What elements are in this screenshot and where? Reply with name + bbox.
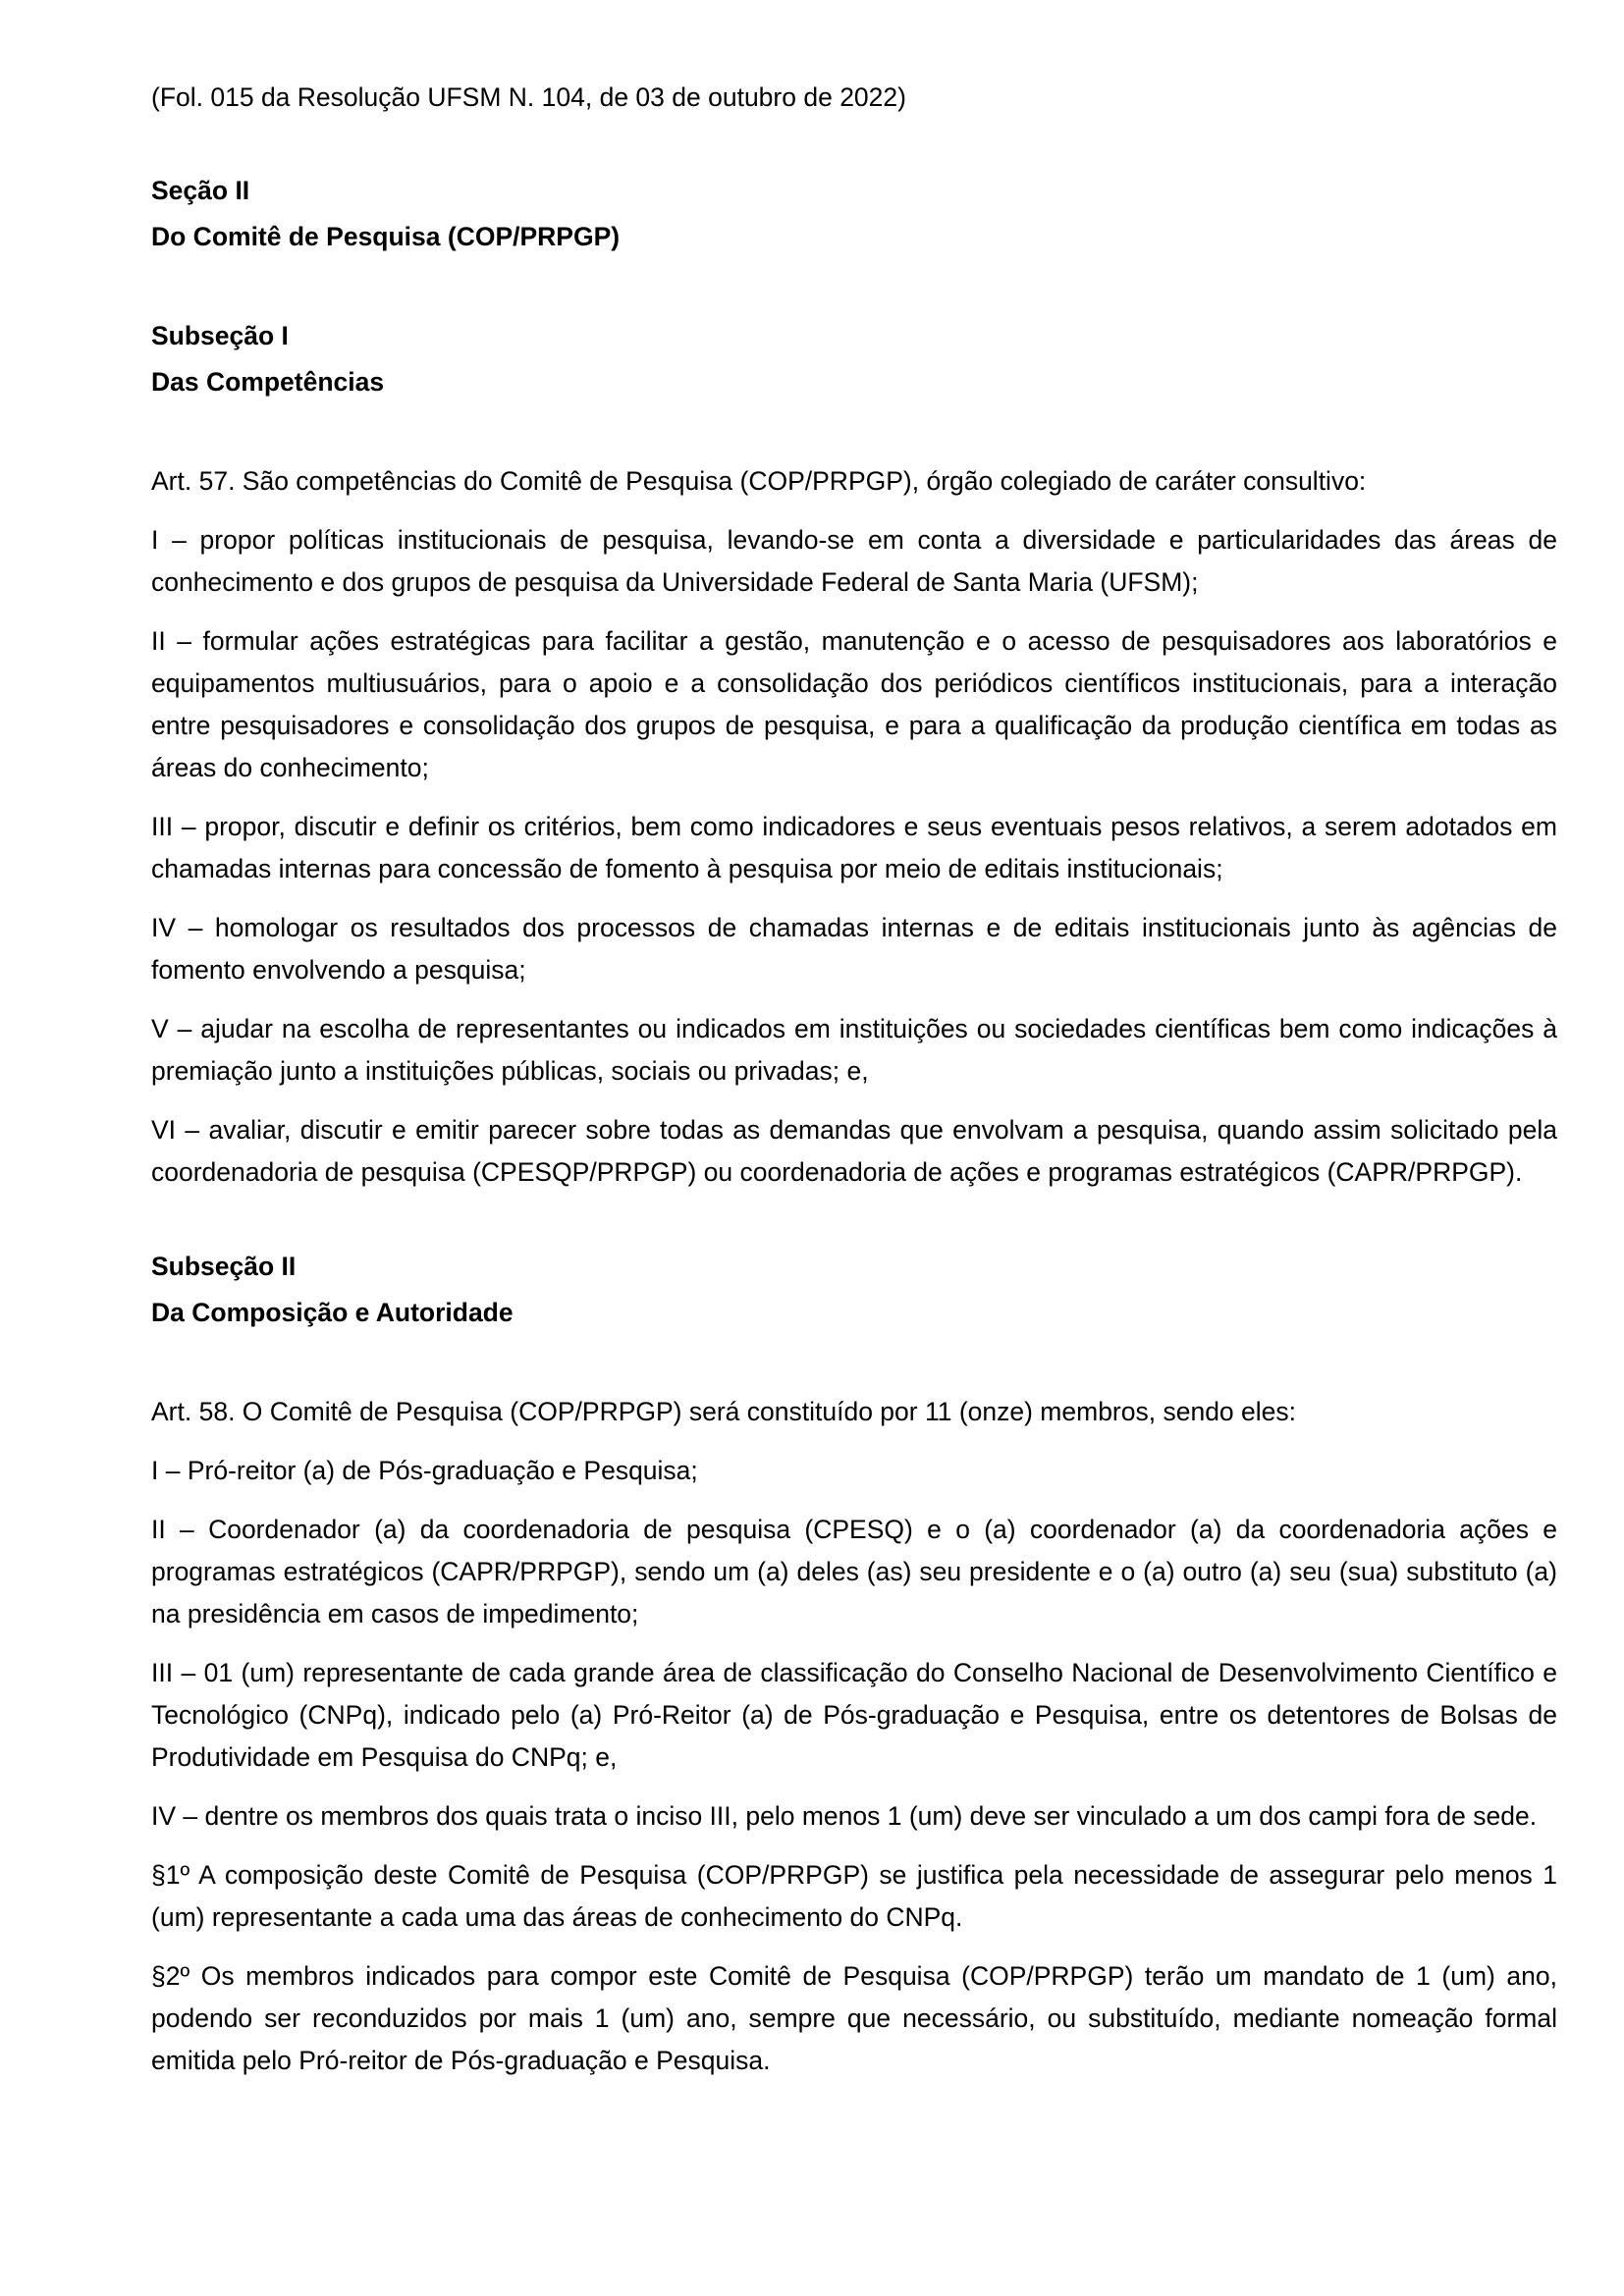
subsection2-label: Subseção II: [151, 1252, 297, 1281]
art57-item-4: IV – homologar os resultados dos processos de chamadas internas e de editais institucionais junto às agências de fomento envolvendo a pesquisa;: [151, 913, 1557, 985]
art58-item-1: I – Pró-reitor (a) de Pós-graduação e Pesquisa;: [151, 1456, 698, 1485]
art57-item-3: III – propor, discutir e definir os critérios, bem como indicadores e seus eventuais pesos relativos, a serem adotados em chamadas internas para concessão de fomento à pesquisa por meio de editais institucionais;: [151, 812, 1557, 883]
section-title: Do Comitê de Pesquisa (COP/PRPGP): [151, 222, 621, 251]
art57-caput: Art. 57. São competências do Comitê de Pesquisa (COP/PRPGP), órgão colegiado de caráter consultivo:: [151, 466, 1367, 496]
art57-item-5: V – ajudar na escolha de representantes ou indicados em instituições ou sociedades científicas bem como indicações à premiação junto a instituições públicas, sociais ou privadas; e,: [151, 1014, 1557, 1086]
art58-caput: Art. 58. O Comitê de Pesquisa (COP/PRPGP) será constituído por 11 (onze) membros, sendo eles:: [151, 1397, 1297, 1426]
section-label: Seção II: [151, 176, 250, 205]
subsection2-title: Da Composição e Autoridade: [151, 1298, 514, 1327]
art57-item-2: II – formular ações estratégicas para facilitar a gestão, manutenção e o acesso de pesquisadores aos laboratórios e equipamentos multiusuários, para o apoio e a consolidação dos periódicos científicos institucionais, para a interação entre pesquisadores e consolidação dos grupos de pesquisa, e para a qualificação da produção científica em todas as áreas do conhecimento;: [151, 626, 1557, 782]
art58-item-2: II – Coordenador (a) da coordenadoria de pesquisa (CPESQ) e o (a) coordenador (a) da coordenadoria ações e programas estratégicos (CAPR/PRPGP), sendo um (a) deles (as) seu presidente e o (a) outro (a) seu (sua) substituto (a) na presidência em casos de impedimento;: [151, 1515, 1557, 1629]
art57-item-6: VI – avaliar, discutir e emitir parecer sobre todas as demandas que envolvam a pesquisa, quando assim solicitado pela coordenadoria de pesquisa (CPESQP/PRPGP) ou coordenadoria de ações e programas estratégicos (CAPR/PRPGP).: [151, 1115, 1557, 1187]
subsection1-title: Das Competências: [151, 367, 385, 397]
art58-paragraph-1: §1º A composição deste Comitê de Pesquisa (COP/PRPGP) se justifica pela necessidade de assegurar pelo menos 1 (um) representante a cada uma das áreas de conhecimento do CNPq.: [151, 1860, 1557, 1932]
folio-header: (Fol. 015 da Resolução UFSM N. 104, de 03 de outubro de 2022): [151, 82, 906, 112]
art58-item-4: IV – dentre os membros dos quais trata o inciso III, pelo menos 1 (um) deve ser vinculado a um dos campi fora de sede.: [151, 1801, 1538, 1831]
art58-paragraph-2: §2º Os membros indicados para compor este Comitê de Pesquisa (COP/PRPGP) terão um mandato de 1 (um) ano, podendo ser reconduzidos por mais 1 (um) ano, sempre que necessário, ou substituído, mediante nomeação formal emitida pelo Pró-reitor de Pós-graduação e Pesquisa.: [151, 1961, 1557, 2075]
art57-item-1: I – propor políticas institucionais de pesquisa, levando-se em conta a diversidade e particularidades das áreas de conhecimento e dos grupos de pesquisa da Universidade Federal de Santa Maria (UFSM);: [151, 525, 1557, 597]
subsection1-label: Subseção I: [151, 321, 289, 350]
art58-item-3: III – 01 (um) representante de cada grande área de classificação do Conselho Nacional de Desenvolvimento Científico e Tecnológico (CNPq), indicado pelo (a) Pró-Reitor (a) de Pós-graduação e Pesquisa, entre os detentores de Bolsas de Produtividade em Pesquisa do CNPq; e,: [151, 1658, 1557, 1772]
